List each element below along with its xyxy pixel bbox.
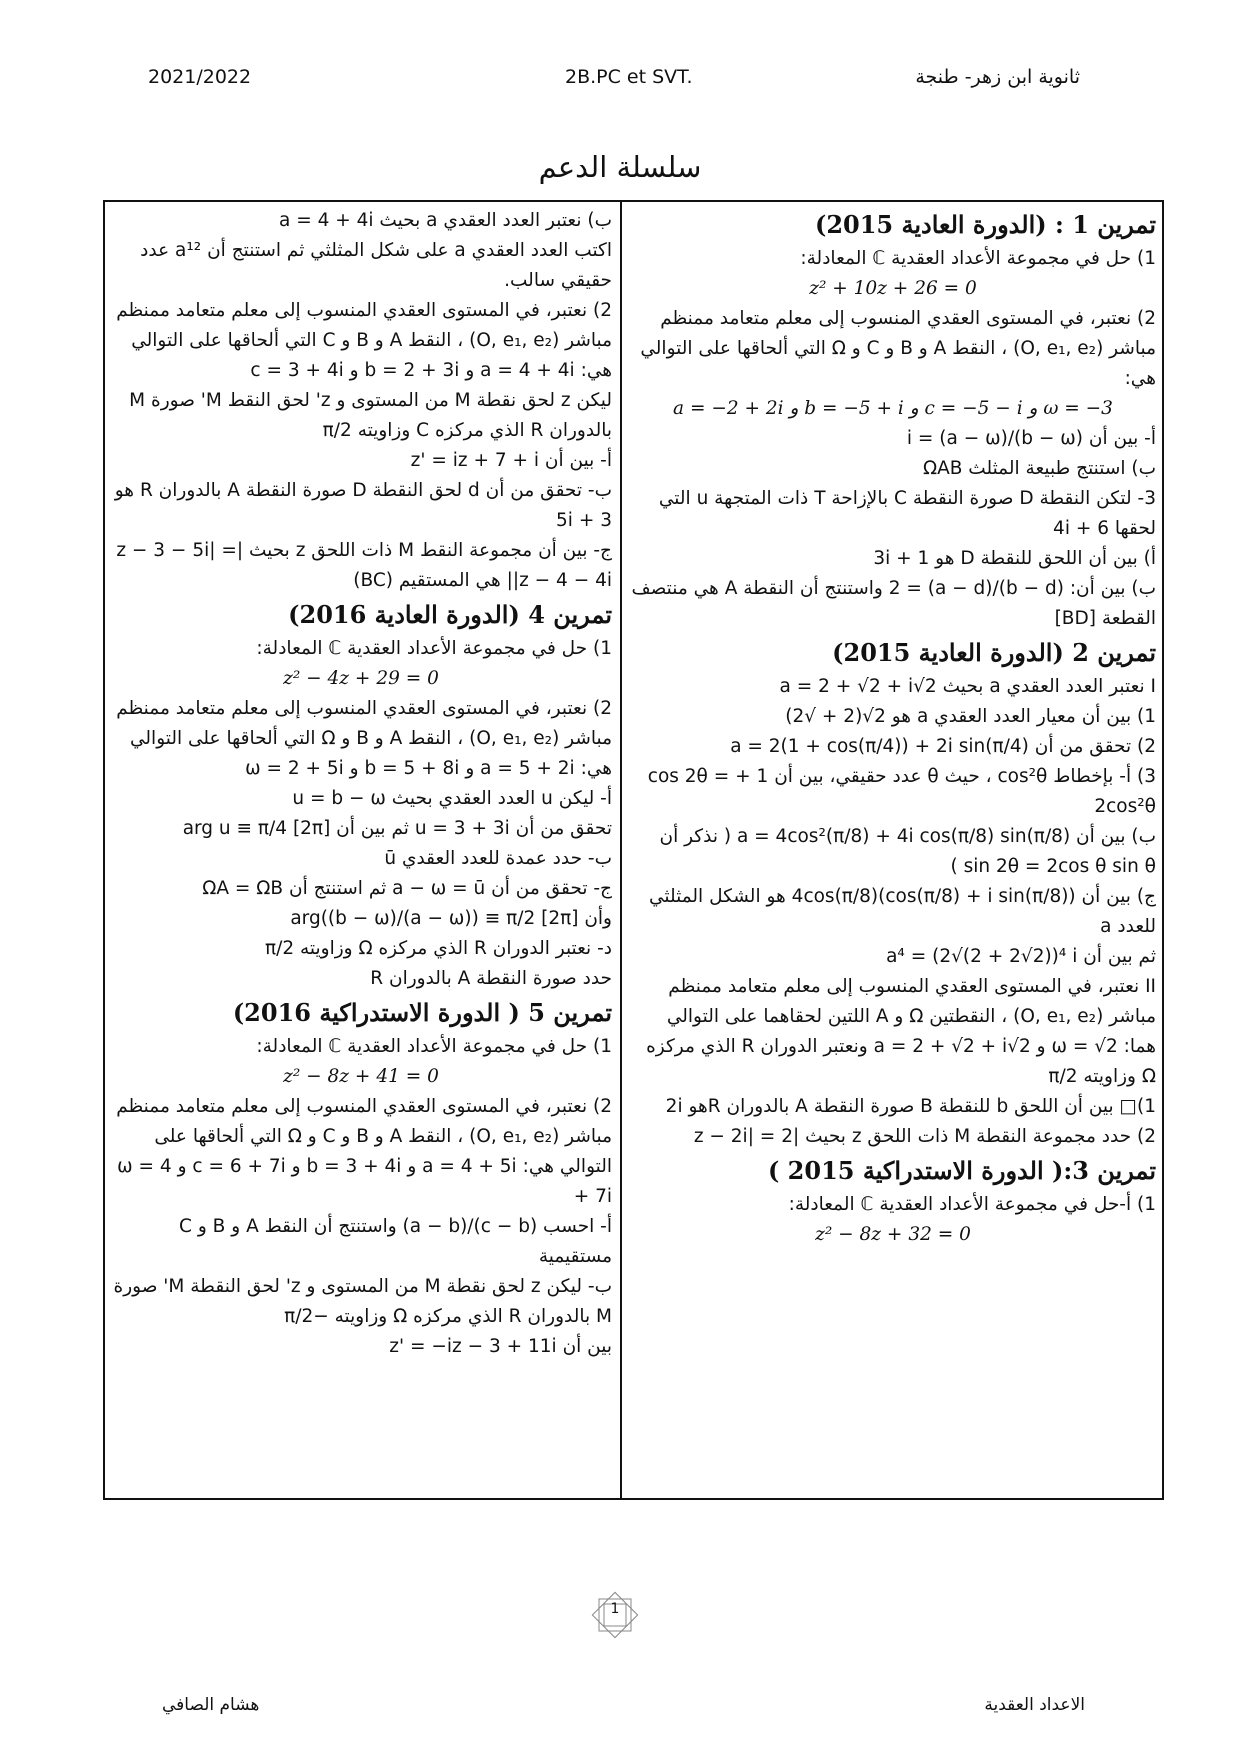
question-line: 3- لتكن النقطة D صورة النقطة C بالإزاحة T ذات المتجهة u التي لحقها 6 + 4i — [658, 488, 1156, 539]
question-line: حدد صورة النقطة A بالدوران R — [370, 968, 612, 989]
question-line: أ- بين أن (b − ω)/(a − ω) = i — [906, 428, 1156, 449]
question-line: أ- بين أن z' = iz + 7 + i — [410, 450, 612, 471]
question-line: وأن arg((b − ω)/(a − ω)) ≡ π/2 [2π] — [290, 908, 612, 929]
question-line: أ- احسب (c − b)/(a − b) واستنتج أن النقط A و B و C مستقيمية — [179, 1216, 612, 1267]
question-line: بين أن z' = −iz − 3 + 11i — [389, 1336, 612, 1357]
question-line: II نعتبر، في المستوى العقدي المنسوب إلى معلم متعامد ممنظم مباشر (O, e₁, e₂) ، النقطتين Ω و A اللتين لحقاهما على التوالي هما: ω = √2 و a = 2 + √2 + i√2 ونعتبر الدوران R الذي مركزه Ω وزاويته π/2 — [646, 976, 1156, 1087]
equation-line: z² − 4z + 29 = 0 — [283, 668, 439, 689]
question-line: ج- تحقق من أن a − ω = ū ثم استنتج أن ΩA = ΩB — [202, 878, 612, 899]
question-line: ب- حدد عمدة للعدد العقدي ū — [384, 848, 612, 869]
column-divider — [620, 200, 622, 1500]
right-column — [630, 206, 1156, 1250]
question-line: 1) حل في مجموعة الأعداد العقدية ℂ المعادلة: — [800, 248, 1156, 269]
question-line: 2) تحقق من أن a = 2(1 + cos(π/4)) + 2i sin(π/4) — [730, 736, 1156, 757]
question-line: 2) نعتبر، في المستوى العقدي المنسوب إلى معلم متعامد ممنظم مباشر (O, e₁, e₂) ، النقط A و B و Ω التي ألحاقها على التوالي هي: a = 5 + 2i و b = 5 + 8i و ω = 2 + 5i — [116, 698, 612, 779]
page-number: 1 — [610, 1601, 620, 1617]
exercise-heading: تمرين 5 ( الدورة الاستدراكية 2016) — [232, 998, 612, 1027]
left-column — [110, 206, 612, 1362]
header-class: 2B.PC et SVT. — [565, 66, 693, 88]
equation-line: a = −2 + 2i و b = −5 + i و c = −5 − i و ω = −3 — [673, 398, 1113, 419]
question-line: 2) حدد مجموعة النقطة M ذات اللحق z بحيث |z − 2i| = 2 — [693, 1126, 1156, 1147]
question-line: تحقق من أن u = 3 + 3i ثم بين أن arg u ≡ π/4 [2π] — [182, 818, 612, 839]
question-line: 1)□ بين أن اللحق b للنقطة B صورة النقطة A بالدوران Rهو 2i — [665, 1096, 1156, 1117]
equation-line: z² − 8z + 41 = 0 — [283, 1066, 439, 1087]
question-line: 2) نعتبر، في المستوى العقدي المنسوب إلى معلم متعامد ممنظم مباشر (O, e₁, e₂) ، النقط A و B و C و Ω التي ألحاقها على التوالي هي: a = 4 + 5i و b = 3 + 4i و c = 6 + 7i و ω = 4 + 7i — [116, 1096, 612, 1207]
question-line: ثم بين أن a⁴ = (2√(2 + 2√2))⁴ i — [886, 946, 1156, 967]
exercise-heading: تمرين 1 : (الدورة العادية 2015) — [814, 210, 1156, 239]
question-line: ب) بين أن a = 4cos²(π/8) + 4i cos(π/8) sin(π/8) ( نذكر أن sin 2θ = 2cos θ sin θ ) — [659, 826, 1156, 877]
question-line: 3) أ- بإخطاط cos²θ ، حيث θ عدد حقيقي، بين أن 1 + cos 2θ = 2cos²θ — [647, 766, 1156, 817]
question-line: ب) نعتبر العدد العقدي a بحيث a = 4 + 4i — [278, 210, 612, 231]
exercise-heading: تمرين 3:( الدورة الاستدراكية 2015 ) — [767, 1156, 1156, 1185]
page-title: سلسلة الدعم — [538, 150, 702, 184]
equation-line: z² − 8z + 32 = 0 — [815, 1224, 971, 1245]
footer-topic: الاعداد العقدية — [984, 1695, 1085, 1715]
question-line: ب) بين أن: (b − d)/(a − d) = 2 واستنتج أن النقطة A هي منتصف القطعة [BD] — [631, 578, 1156, 629]
equation-line: z² + 10z + 26 = 0 — [809, 278, 977, 299]
question-line: ب- ليكن z لحق نقطة M من المستوى و z' لحق النقطة M' صورة M بالدوران R الذي مركزه Ω وزاويته −π/2 — [113, 1276, 612, 1327]
question-line: 1) أ-حل في مجموعة الأعداد العقدية ℂ المعادلة: — [788, 1194, 1156, 1215]
page-number-ornament — [590, 1590, 640, 1640]
question-line: 1) بين أن معيار العدد العقدي a هو 2√(2 + √2) — [785, 706, 1156, 727]
question-line: ج- بين أن مجموعة النقط M ذات اللحق z بحيث |z − 3 − 5i| = |z − 4 − 4i| هي المستقيم (BC) — [116, 540, 612, 591]
question-line: 2) نعتبر، في المستوى العقدي المنسوب إلى معلم متعامد ممنظم مباشر (O, e₁, e₂) ، النقط A و B و C التي ألحاقها على التوالي هي: a = 4 + 4i و b = 2 + 3i و c = 3 + 4i — [116, 300, 612, 381]
question-line: 1) حل في مجموعة الأعداد العقدية ℂ المعادلة: — [256, 1036, 612, 1057]
question-line: اكتب العدد العقدي a على شكل المثلثي ثم استنتج أن a¹² عدد حقيقي سالب. — [140, 240, 612, 291]
question-line: أ- ليكن u العدد العقدي بحيث u = b − ω — [292, 788, 612, 809]
question-line: ج) بين أن 4cos(π/8)(cos(π/8) + i sin(π/8)) هو الشكل المثلثي للعدد a — [649, 886, 1156, 937]
header-year: 2021/2022 — [148, 66, 252, 88]
question-line: أ) بين أن اللحق للنقطة D هو 1 + 3i — [873, 548, 1156, 569]
question-line: 1) حل في مجموعة الأعداد العقدية ℂ المعادلة: — [256, 638, 612, 659]
header-school: ثانوية ابن زهر- طنجة — [915, 66, 1080, 88]
question-line: ليكن z لحق نقطة M من المستوى و z' لحق النقط M' صورة M بالدوران R الذي مركزه C وزاويته π/2 — [129, 390, 612, 441]
question-line: 2) نعتبر، في المستوى العقدي المنسوب إلى معلم متعامد ممنظم مباشر (O, e₁, e₂) ، النقط A و B و C و Ω التي ألحاقها على التوالي هي: — [640, 308, 1156, 389]
exercise-heading: تمرين 2 (الدورة العادية 2015) — [832, 638, 1156, 667]
exercise-heading: تمرين 4 (الدورة العادية 2016) — [288, 600, 612, 629]
question-line: I نعتبر العدد العقدي a بحيث a = 2 + √2 + i√2 — [779, 676, 1156, 697]
footer-author: هشام الصافي — [162, 1695, 260, 1715]
question-line: د- نعتبر الدوران R الذي مركزه Ω وزاويته π/2 — [264, 938, 612, 959]
question-line: ب- تحقق من أن d لحق النقطة D صورة النقطة A بالدوران R هو 3 + 5i — [114, 480, 612, 531]
question-line: ب) استنتج طبيعة المثلث ΩAB — [922, 458, 1156, 479]
